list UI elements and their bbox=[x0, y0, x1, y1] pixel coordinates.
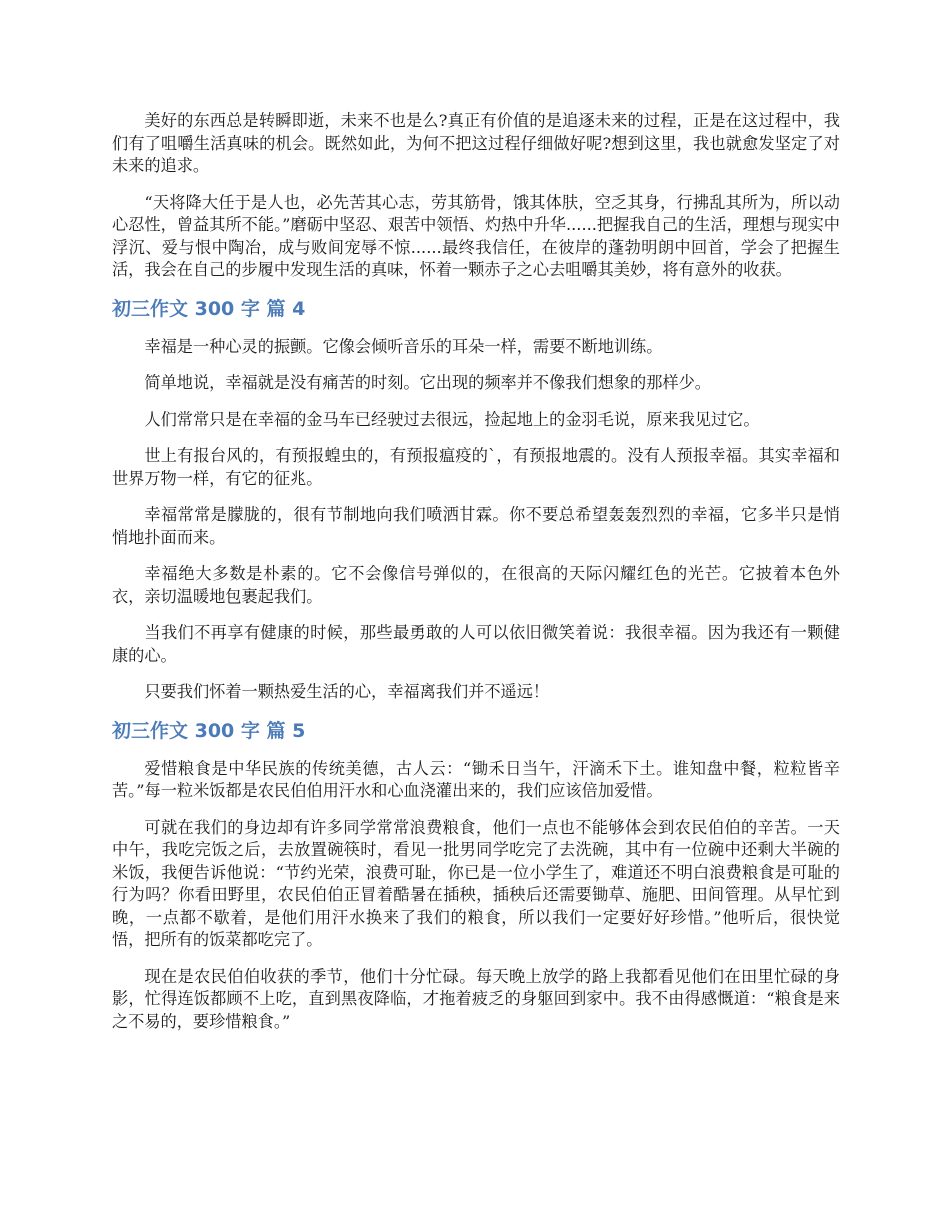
paragraph: 当我们不再享有健康的时候，那些最勇敢的人可以依旧微笑着说：我很幸福。因为我还有一颗健康的心。 bbox=[112, 623, 840, 665]
paragraph: 美好的东西总是转瞬即逝，未来不也是么?真正有价值的是追逐未来的过程，正是在这过程中，我们有了咀嚼生活真味的机会。既然如此，为何不把这过程仔细做好呢?想到这里，我也就愈发坚定了对未来的追求。 bbox=[112, 111, 840, 175]
paragraph: 可就在我们的身边却有许多同学常常浪费粮食，他们一点也不能够体会到农民伯伯的辛苦。一天中午，我吃完饭之后，去放置碗筷时，看见一批男同学吃完了去洗碗，其中有一位碗中还剩大半碗的米饭，我便告诉他说：“节约光荣，浪费可耻，你已是一位小学生了，难道还不明白浪费粮食是可耻的行为吗？你看田野里，农民伯伯正冒着酷暑在插秧，插秧后还需要锄草、施肥、田间管理。从早忙到晚，一点都不歇着，是他们用汗水换来了我们的粮食，所以我们一定要好好珍惜。”他听后，很快觉悟，把所有的饭菜都吃完了。 bbox=[112, 817, 840, 949]
paragraph: 只要我们怀着一颗热爱生活的心，幸福离我们并不遥远！ bbox=[144, 682, 550, 701]
paragraph: 爱惜粮食是中华民族的传统美德，古人云：“锄禾日当午，汗滴禾下土。谁知盘中餐，粒粒皆辛苦。”每一粒米饭都是农民伯伯用汗水和心血浇灌出来的，我们应该倍加爱惜。 bbox=[112, 758, 840, 800]
document-body bbox=[112, 110, 840, 1047]
paragraph: 幸福绝大多数是朴素的。它不会像信号弹似的，在很高的天际闪耀红色的光芒。它披着本色外衣，亲切温暖地包裹起我们。 bbox=[112, 564, 840, 606]
paragraph: 人们常常只是在幸福的金马车已经驶过去很远，捡起地上的金羽毛说，原来我见过它。 bbox=[144, 409, 760, 429]
paragraph: 幸福是一种心灵的振颤。它像会倾听音乐的耳朵一样，需要不断地训练。 bbox=[144, 336, 663, 356]
paragraph: 幸福常常是朦胧的，很有节制地向我们喷洒甘霖。你不要总希望轰轰烈烈的幸福，它多半只是悄悄地扑面而来。 bbox=[112, 505, 840, 547]
section-heading: 初三作文 300 字 篇 5 bbox=[112, 719, 306, 742]
paragraph: 现在是农民伯伯收获的季节，他们十分忙碌。每天晚上放学的路上我都看见他们在田里忙碌的身影，忙得连饭都顾不上吃，直到黑夜降临，才拖着疲乏的身躯回到家中。我不由得感慨道：“粮食是来之不易的，要珍惜粮食。” bbox=[112, 966, 840, 1031]
section-heading: 初三作文 300 字 篇 4 bbox=[112, 297, 306, 320]
paragraph: “天将降大任于是人也，必先苦其心志，劳其筋骨，饿其体肤，空乏其身，行拂乱其所为，所以动心忍性，曾益其所不能。”磨砺中坚忍、艰苦中领悟、灼热中升华......把握我自己的生活，理想与现实中浮沉、爱与恨中陶冶，成与败间宠辱不惊......最终我信任，在彼岸的蓬勃明朗中回首，学会了把握生活，我会在自己的步履中发现生活的真味，怀着一颗赤子之心去咀嚼其美妙，将有意外的收获。 bbox=[112, 192, 840, 279]
paragraph: 简单地说，幸福就是没有痛苦的时刻。它出现的频率并不像我们想象的那样少。 bbox=[144, 373, 711, 392]
paragraph: 世上有报台风的，有预报蝗虫的，有预报瘟疫的`，有预报地震的。没有人预报幸福。其实幸福和世界万物一样，有它的征兆。 bbox=[112, 446, 840, 488]
